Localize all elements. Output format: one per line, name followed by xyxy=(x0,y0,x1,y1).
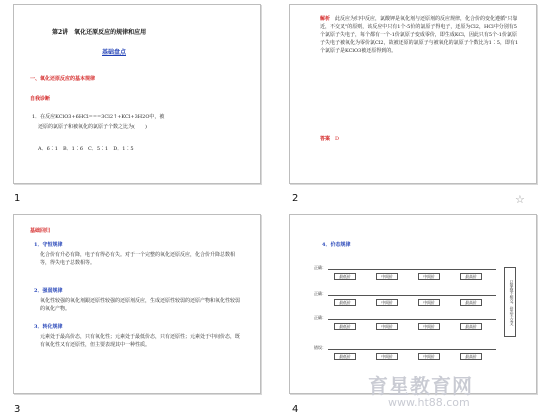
diagram-box: 最高价 xyxy=(460,273,482,280)
slide-1-title: 第2讲 氧化还原反应的规律和应用 xyxy=(52,29,147,36)
slide-1-question-cont: 还原的氯原子和被氧化的氯原子个数之比为( ) xyxy=(38,124,147,130)
slide-3-item-2-heading: 2．强弱规律 xyxy=(34,288,63,294)
diagram-box: 最低价 xyxy=(334,273,356,280)
slide-1-subtitle: 基础盘点 xyxy=(102,49,127,56)
diagram-box: 中间价 xyxy=(376,353,398,360)
diagram-side-note: 只靠拢不相交，价态不交叉 xyxy=(504,267,516,337)
diagram-box: 中间价 xyxy=(376,323,398,330)
analysis-label: 解析 xyxy=(320,16,331,22)
diagram-box: 中间价 xyxy=(376,273,398,280)
slide-4-title: 4．价态规律 xyxy=(322,242,351,248)
answer-value: D xyxy=(335,136,340,142)
slide-3-item-3-heading: 3．转化规律 xyxy=(34,324,63,330)
slide-3-item-1-heading: 1．守恒规律 xyxy=(34,242,63,248)
slide-4[interactable] xyxy=(289,214,537,394)
slide-2-answer xyxy=(320,135,339,143)
row-label: 正确： xyxy=(314,291,326,296)
slide-number-4: 4 xyxy=(292,404,299,415)
slide-number-1: 1 xyxy=(14,193,21,204)
slide-number-2: 2 xyxy=(292,193,299,204)
slide-3-item-3-text: 元素处于最高价态，只有氧化性；元素处于最低价态，只有还原性；元素处于中间价态，既有氧化性又有还原性，但主要表现其中一种性质。 xyxy=(40,334,241,348)
diagram-box: 最高价 xyxy=(460,323,482,330)
slide-1-question: 1．在反应KClO3+6HCl===3Cl2↑+KCl+3H2O中，被 xyxy=(32,114,165,120)
diagram-box: 最低价 xyxy=(334,353,356,360)
slide-1-options: A．6∶1 B．1∶6 C．5∶1 D．1∶5 xyxy=(38,146,134,152)
slide-number-3: 3 xyxy=(14,404,21,415)
analysis-text: 此反应为归中反应，氯酸钾是氧化剂与还原剂的反应规律，化合价的变化遵循"只靠近，不交叉"的原则，该反应中只有1个-5价的氯原子得电子，还原为Cl2，HCl中分别有5个氯原子失电子，每个都有一个-1价氯原子变成零价，即生成KCl，因此只有5个-1价氯原子失电子被氧化为零价氯Cl2，故被还原的氯原子与被氧化的氯原子个数比为1∶5，即有1个氯原子是KClO3被还原得到的。 xyxy=(320,16,519,54)
diagram-box: 中间价 xyxy=(418,273,440,280)
slide-1-self-check: 自我诊断 xyxy=(30,96,51,102)
row-label: 正确： xyxy=(314,315,326,320)
diagram-box: 最高价 xyxy=(460,299,482,306)
slide-2[interactable] xyxy=(289,4,537,184)
slide-1[interactable] xyxy=(13,4,261,184)
row-label: 正确： xyxy=(314,265,326,270)
diagram-box: 中间价 xyxy=(376,299,398,306)
slide-3[interactable] xyxy=(13,214,261,394)
watermark-logo-text: 育星教育网 xyxy=(368,374,473,398)
slide-3-item-2-text: 氧化性较强的氧化剂跟还原性较强的还原剂反应，生成还原性较弱的还原产物和氧化性较弱的氧化产物。 xyxy=(40,298,241,312)
diagram-box: 最低价 xyxy=(334,299,356,306)
slide-3-item-1-text: 化合价有升必有降，电子有得必有失。对于一个完整的氧化还原反应，化合价升降总数相等，得失电子总数相等。 xyxy=(40,252,236,266)
star-icon[interactable]: ☆ xyxy=(515,193,525,206)
answer-label: 答案 xyxy=(320,136,331,142)
diagram-box: 中间价 xyxy=(418,323,440,330)
diagram-box: 中间价 xyxy=(418,299,440,306)
row-label: 错误： xyxy=(314,345,326,350)
slide-1-heading: 一、氧化还原反应的基本规律 xyxy=(30,76,96,82)
watermark-url: www.ht88.com xyxy=(388,396,470,409)
diagram-box: 中间价 xyxy=(418,353,440,360)
slide-2-analysis xyxy=(320,15,520,55)
diagram-box: 最低价 xyxy=(334,323,356,330)
diagram-box: 最高价 xyxy=(460,353,482,360)
slide-3-title: 基础回归 xyxy=(30,228,51,234)
